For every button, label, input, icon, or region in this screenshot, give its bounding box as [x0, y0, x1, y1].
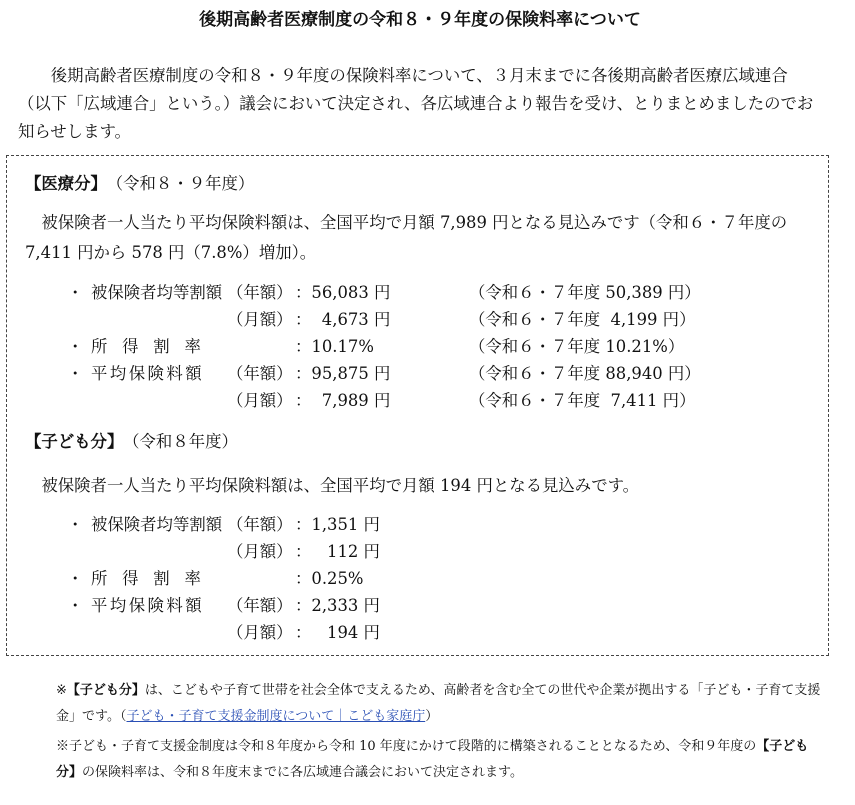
intro-paragraph: 後期高齢者医療制度の令和８・９年度の保険料率について、３月末までに各後期高齢者医療広域連合（以下「広域連合」という。）議会において決定され、各広域連合より報告を受け、とりまとめましたのでお知らせします。 [18, 66, 814, 141]
row-item: 所得割率 [91, 337, 216, 356]
row-item: 被保険者均等割額 [91, 283, 223, 302]
row-previous: （令和６・７年度 88,940 円） [469, 364, 701, 383]
note-mark: ※ [56, 683, 67, 698]
row-previous: （令和６・７年度 50,389 円） [469, 283, 701, 302]
support-system-link[interactable]: 子ども・子育て支援金制度について｜こども家庭庁 [126, 709, 426, 724]
row-value: ：95,875 円 [295, 364, 391, 383]
note-children-label: 【子ども分】 [56, 739, 809, 780]
medical-row [7, 388, 836, 414]
row-value: ：10.17% [295, 337, 374, 356]
rates-box [6, 155, 829, 656]
row-item: 平均保険料額 [91, 596, 205, 615]
bullet: ・ [67, 283, 84, 302]
page-title: 後期高齢者医療制度の令和８・９年度の保険料率について [199, 10, 641, 30]
children-row [7, 539, 836, 565]
row-previous: （令和６・７年度 4,199 円） [469, 310, 696, 329]
children-row [7, 512, 836, 538]
row-previous: （令和６・７年度 7,411 円） [469, 391, 696, 410]
bullet: ・ [67, 364, 84, 383]
medical-row [7, 361, 836, 387]
children-summary: 被保険者一人当たり平均保険料額は、全国平均で月額 194 円となる見込みです。 [41, 476, 640, 495]
row-item: 平均保険料額 [91, 364, 205, 383]
medical-section-header [25, 172, 254, 196]
children-section-period: （令和８年度） [131, 432, 238, 451]
medical-row [7, 334, 836, 360]
children-section-label: 【子ども分】 [25, 432, 124, 451]
row-period: （年額） [227, 515, 293, 534]
row-period: （月額） [227, 310, 293, 329]
note-schedule [56, 734, 826, 786]
note-children-support [56, 678, 826, 730]
children-row [7, 620, 836, 646]
row-value: ：56,083 円 [295, 283, 391, 302]
bullet: ・ [67, 569, 84, 588]
medical-section-period: （令和８・９年度） [114, 174, 255, 193]
row-item: 被保険者均等割額 [91, 515, 223, 534]
row-value: ：2,333 円 [295, 596, 380, 615]
row-value: ： 7,989 円 [295, 391, 391, 410]
row-value: ： 112 円 [295, 542, 380, 561]
row-value: ： 194 円 [295, 623, 380, 642]
note-text: は、こどもや子育て世帯を社会全体で支えるため、高齢者を含む全ての世代や企業が拠出する「子ども・子育て支援金」です。 [56, 683, 821, 724]
row-value: ： 4,673 円 [295, 310, 391, 329]
children-section-header [25, 430, 238, 454]
row-period: （月額） [227, 623, 293, 642]
bullet: ・ [67, 515, 84, 534]
row-period: （年額） [227, 596, 293, 615]
medical-summary: 被保険者一人当たり平均保険料額は、全国平均で月額 7,989 円となる見込みです（令和６・７年度の 7,411 円から 578 円（7.8%）増加）。 [25, 213, 788, 262]
row-value: ：1,351 円 [295, 515, 380, 534]
medical-section-label: 【医療分】 [25, 174, 107, 193]
row-previous: （令和６・７年度 10.21%） [469, 337, 685, 356]
medical-row [7, 307, 836, 333]
note-link-close: ） [425, 709, 439, 724]
row-value: ：0.25% [295, 569, 364, 588]
bullet: ・ [67, 337, 84, 356]
row-period: （年額） [227, 364, 293, 383]
note-children-label: 【子ども分】 [66, 683, 145, 698]
row-period: （年額） [227, 283, 293, 302]
medical-row [7, 280, 836, 306]
row-period: （月額） [227, 542, 293, 561]
note-text: ※子ども・子育て支援金制度は令和８年度から令和 10 年度にかけて段階的に構築されることとなるため、令和９年度の [56, 739, 757, 754]
note-link-open: （ [119, 709, 127, 724]
children-row [7, 566, 836, 592]
row-item: 所得割率 [91, 569, 216, 588]
bullet: ・ [67, 596, 84, 615]
note-text: の保険料率は、令和８年度末までに各広域連合議会において決定されます。 [82, 765, 523, 780]
children-row [7, 593, 836, 619]
row-period: （月額） [227, 391, 293, 410]
